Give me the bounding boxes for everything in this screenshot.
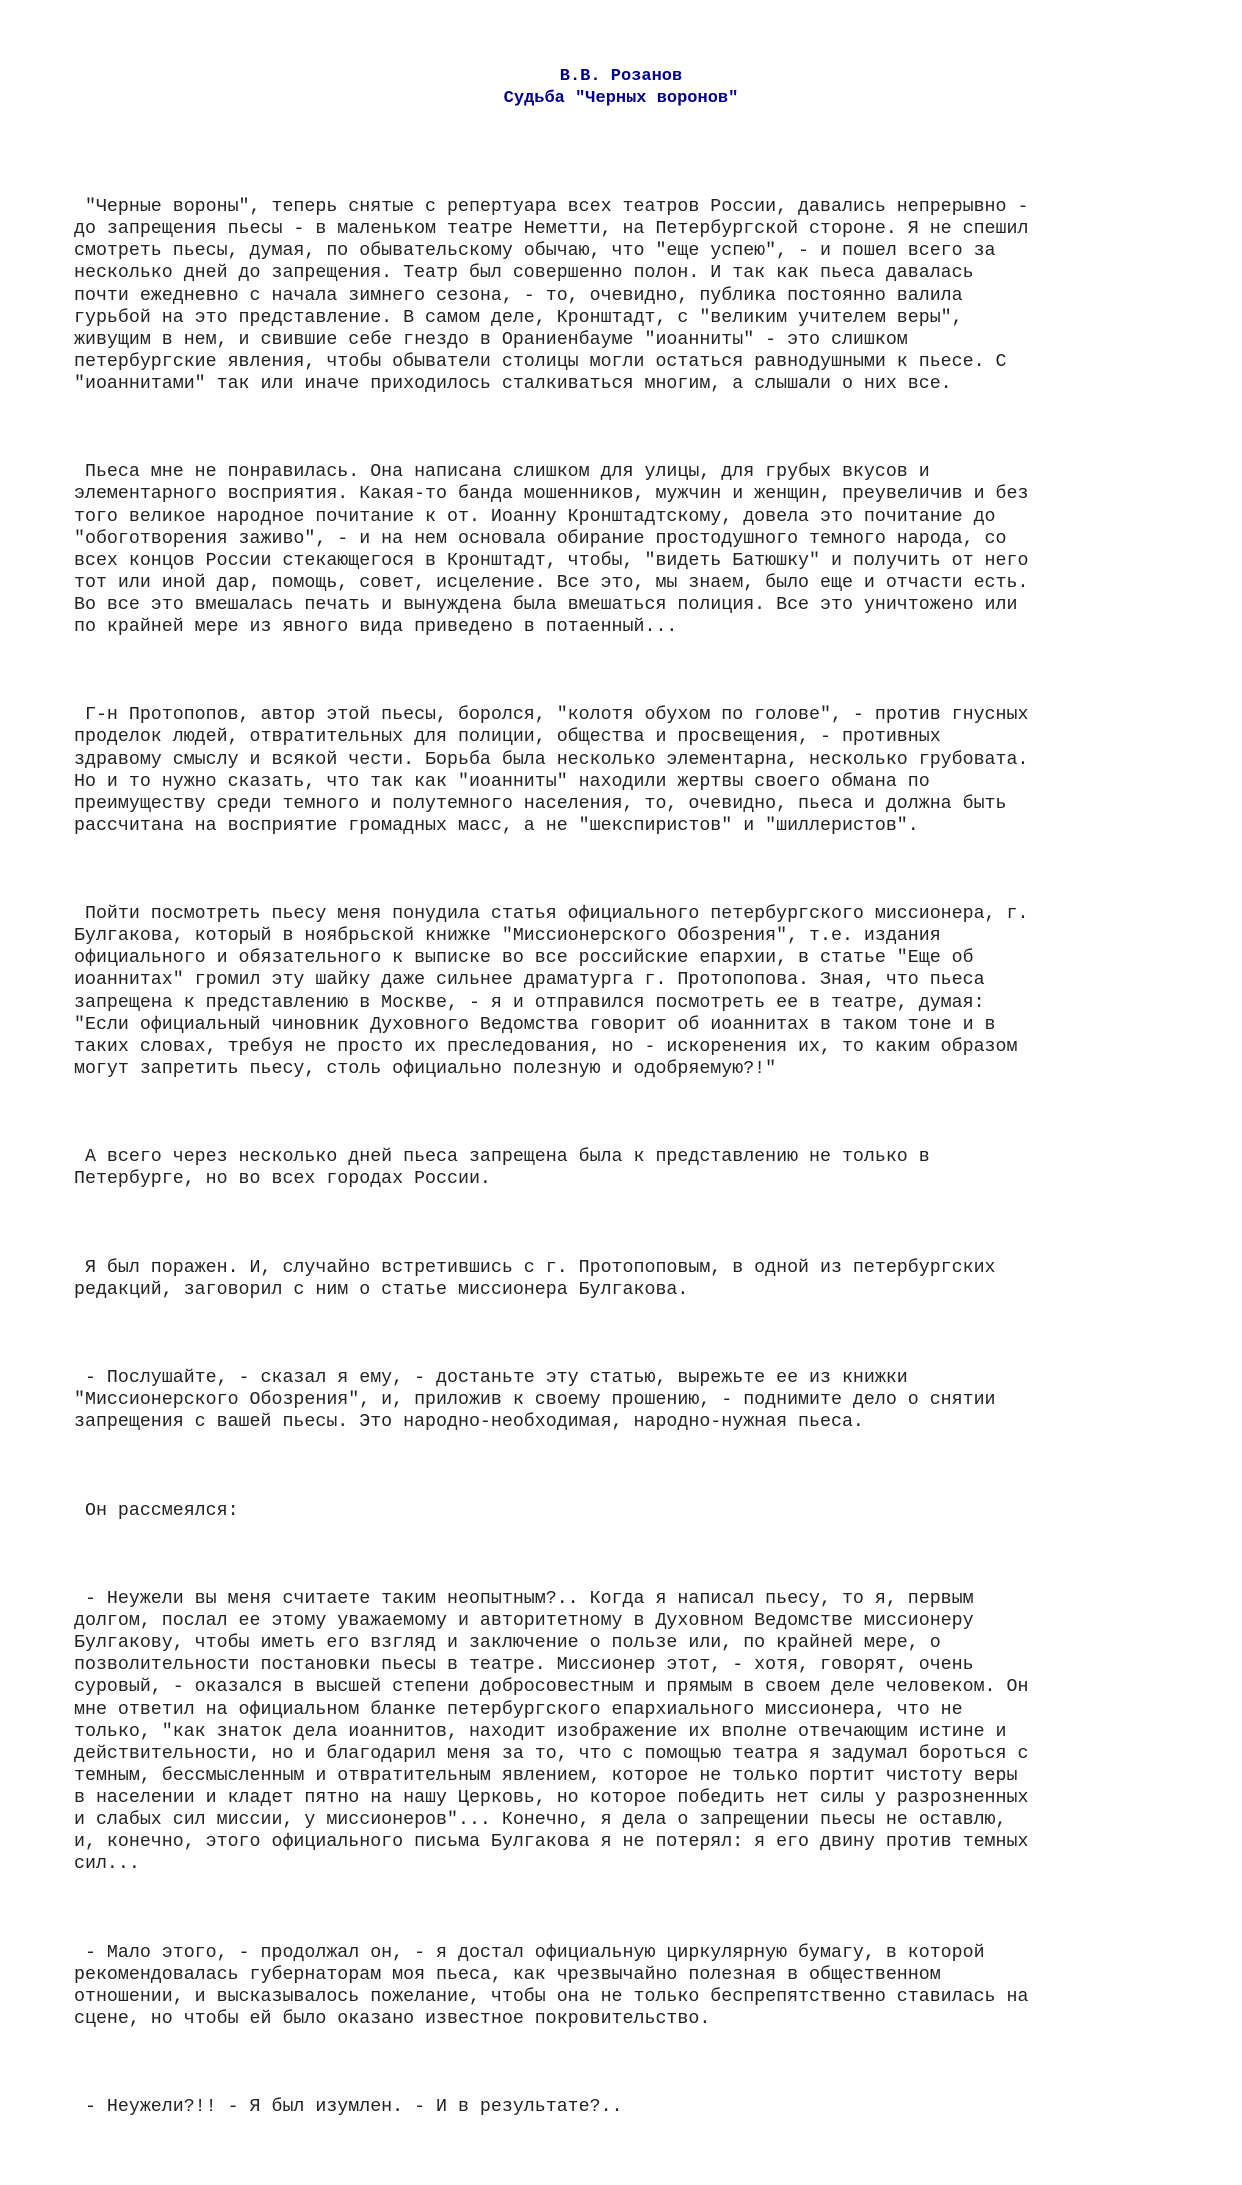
paragraph: Он рассмеялся: <box>74 1500 239 1521</box>
paragraph: Пойти посмотреть пьесу меня понудила статья официального петербургского миссионера, г. Булгакова, который в ноябрьской книжке "Миссионерского Обозрения", т.е. издания официального и обязательного к выписке во все российские епархии, в статье "Еще об иоаннитах" громил эту шайку даже сильнее драматурга г. Протопопова. Зная, что пьеса запрещена к представлению в Москве, - я и отправился посмотреть ее в театре, думая: "Если официальный чиновник Духовного Ведомства говорит об иоаннитах в таком тоне и в таких словах, требуя не просто их преследования, но - искоренения их, то каким образом могут запретить пьесу, столь официально полезную и одобряемую?!" <box>74 904 1029 1079</box>
document-header <box>0 66 1242 110</box>
paragraph: Я был поражен. И, случайно встретившись с г. Протопоповым, в одной из петербургских редакций, заговорил с ним о статье миссионера Булгакова. <box>74 1257 996 1300</box>
paragraph: - Послушайте, - сказал я ему, - достаньте эту статью, вырежьте ее из книжки "Миссионерского Обозрения", и, приложив к своему прошению, - поднимите дело о снятии запрещения с вашей пьесы. Это народно-необходимая, народно-нужная пьеса. <box>74 1368 996 1433</box>
paragraph: А всего через несколько дней пьеса запрещена была к представлению не только в Петербурге, но во всех городах России. <box>74 1147 930 1190</box>
paragraph: - Неужели?!! - Я был изумлен. - И в результате?.. <box>74 2097 623 2118</box>
document-title: Судьба "Черных воронов" <box>503 89 739 108</box>
document-body <box>74 152 1174 2185</box>
paragraph: Пьеса мне не понравилась. Она написана слишком для улицы, для грубых вкусов и элементарного восприятия. Какая-то банда мошенников, мужчин и женщин, преувеличив и без того великое народное почитание к от. Иоанну Кронштадтскому, довела это почитание до "обоготворения заживо", - и на нем основала обирание простодушного темного народа, со всех концов России стекающегося в Кронштадт, чтобы, "видеть Батюшку" и получить от него тот или иной дар, помощь, совет, исцеление. Все это, мы знаем, было еще и отчасти есть. Во все это вмешалась печать и вынуждена была вмешаться полиция. Все это уничтожено или по крайней мере из явного вида приведено в потаенный... <box>74 462 1029 637</box>
author-name: В.В. Розанов <box>559 67 683 86</box>
paragraph: Г-н Протопопов, автор этой пьесы, боролся, "колотя обухом по голове", - против гнусных проделок людей, отвратительных для полиции, общества и просвещения, - противных здравому смыслу и всякой чести. Борьба была несколько элементарна, несколько грубовата. Но и то нужно сказать, что так как "иоанниты" находили жертвы своего обмана по преимуществу среди темного и полутемного населения, то, очевидно, пьеса и должна быть рассчитана на восприятие громадных масс, а не "шекспиристов" и "шиллеристов". <box>74 705 1029 836</box>
paragraph: "Черные вороны", теперь снятые с репертуара всех театров России, давались непрерывно - до запрещения пьесы - в маленьком театре Неметти, на Петербургской стороне. Я не спешил смотреть пьесы, думая, по обывательскому обычаю, что "еще успею", - и пошел всего за несколько дней до запрещения. Театр был совершенно полон. И так как пьеса давалась почти ежедневно с начала зимнего сезона, - то, очевидно, публика постоянно валила гурьбой на это представление. В самом деле, Кронштадт, с "великим учителем веры", живущим в нем, и свившие себе гнездо в Ораниенбауме "иоанниты" - это слишком петербургские явления, чтобы обыватели столицы могли остаться равнодушными к пьесе. С "иоаннитами" так или иначе приходилось сталкиваться многим, а слышали о них все. <box>74 197 1029 394</box>
paragraph: - Неужели вы меня считаете таким неопытным?.. Когда я написал пьесу, то я, первым долгом, послал ее этому уважаемому и авторитетному в Духовном Ведомстве миссионеру Булгакову, чтобы иметь его взгляд и заключение о пользе или, по крайней мере, о позволительности постановки пьесы в театре. Миссионер этот, - хотя, говорят, очень суровый, - оказался в высшей степени добросовестным и прямым в своем деле человеком. Он мне ответил на официальном бланке петербургского епархиального миссионера, что не только, "как знаток дела иоаннитов, находит изображение их вполне отвечающим истине и действительности, но и благодарил меня за то, что с помощью театра я задумал бороться с темным, бессмысленным и отвратительным явлением, которое не только портит чистоту веры в населении и кладет пятно на нашу Церковь, но которое победить нет силы у разрозненных и слабых сил миссии, у миссионеров"... Конечно, я дела о запрещении пьесы не оставлю, и, конечно, этого официального письма Булгакова я не потерял: я его двину против темных сил... <box>74 1589 1029 1875</box>
paragraph: - Мало этого, - продолжал он, - я достал официальную циркулярную бумагу, в которой рекомендовалась губернаторам моя пьеса, как чрезвычайно полезная в общественном отношении, и высказывалось пожелание, чтобы она не только беспрепятственно ставилась на сцене, но чтобы ей было оказано известное покровительство. <box>74 1942 1029 2029</box>
